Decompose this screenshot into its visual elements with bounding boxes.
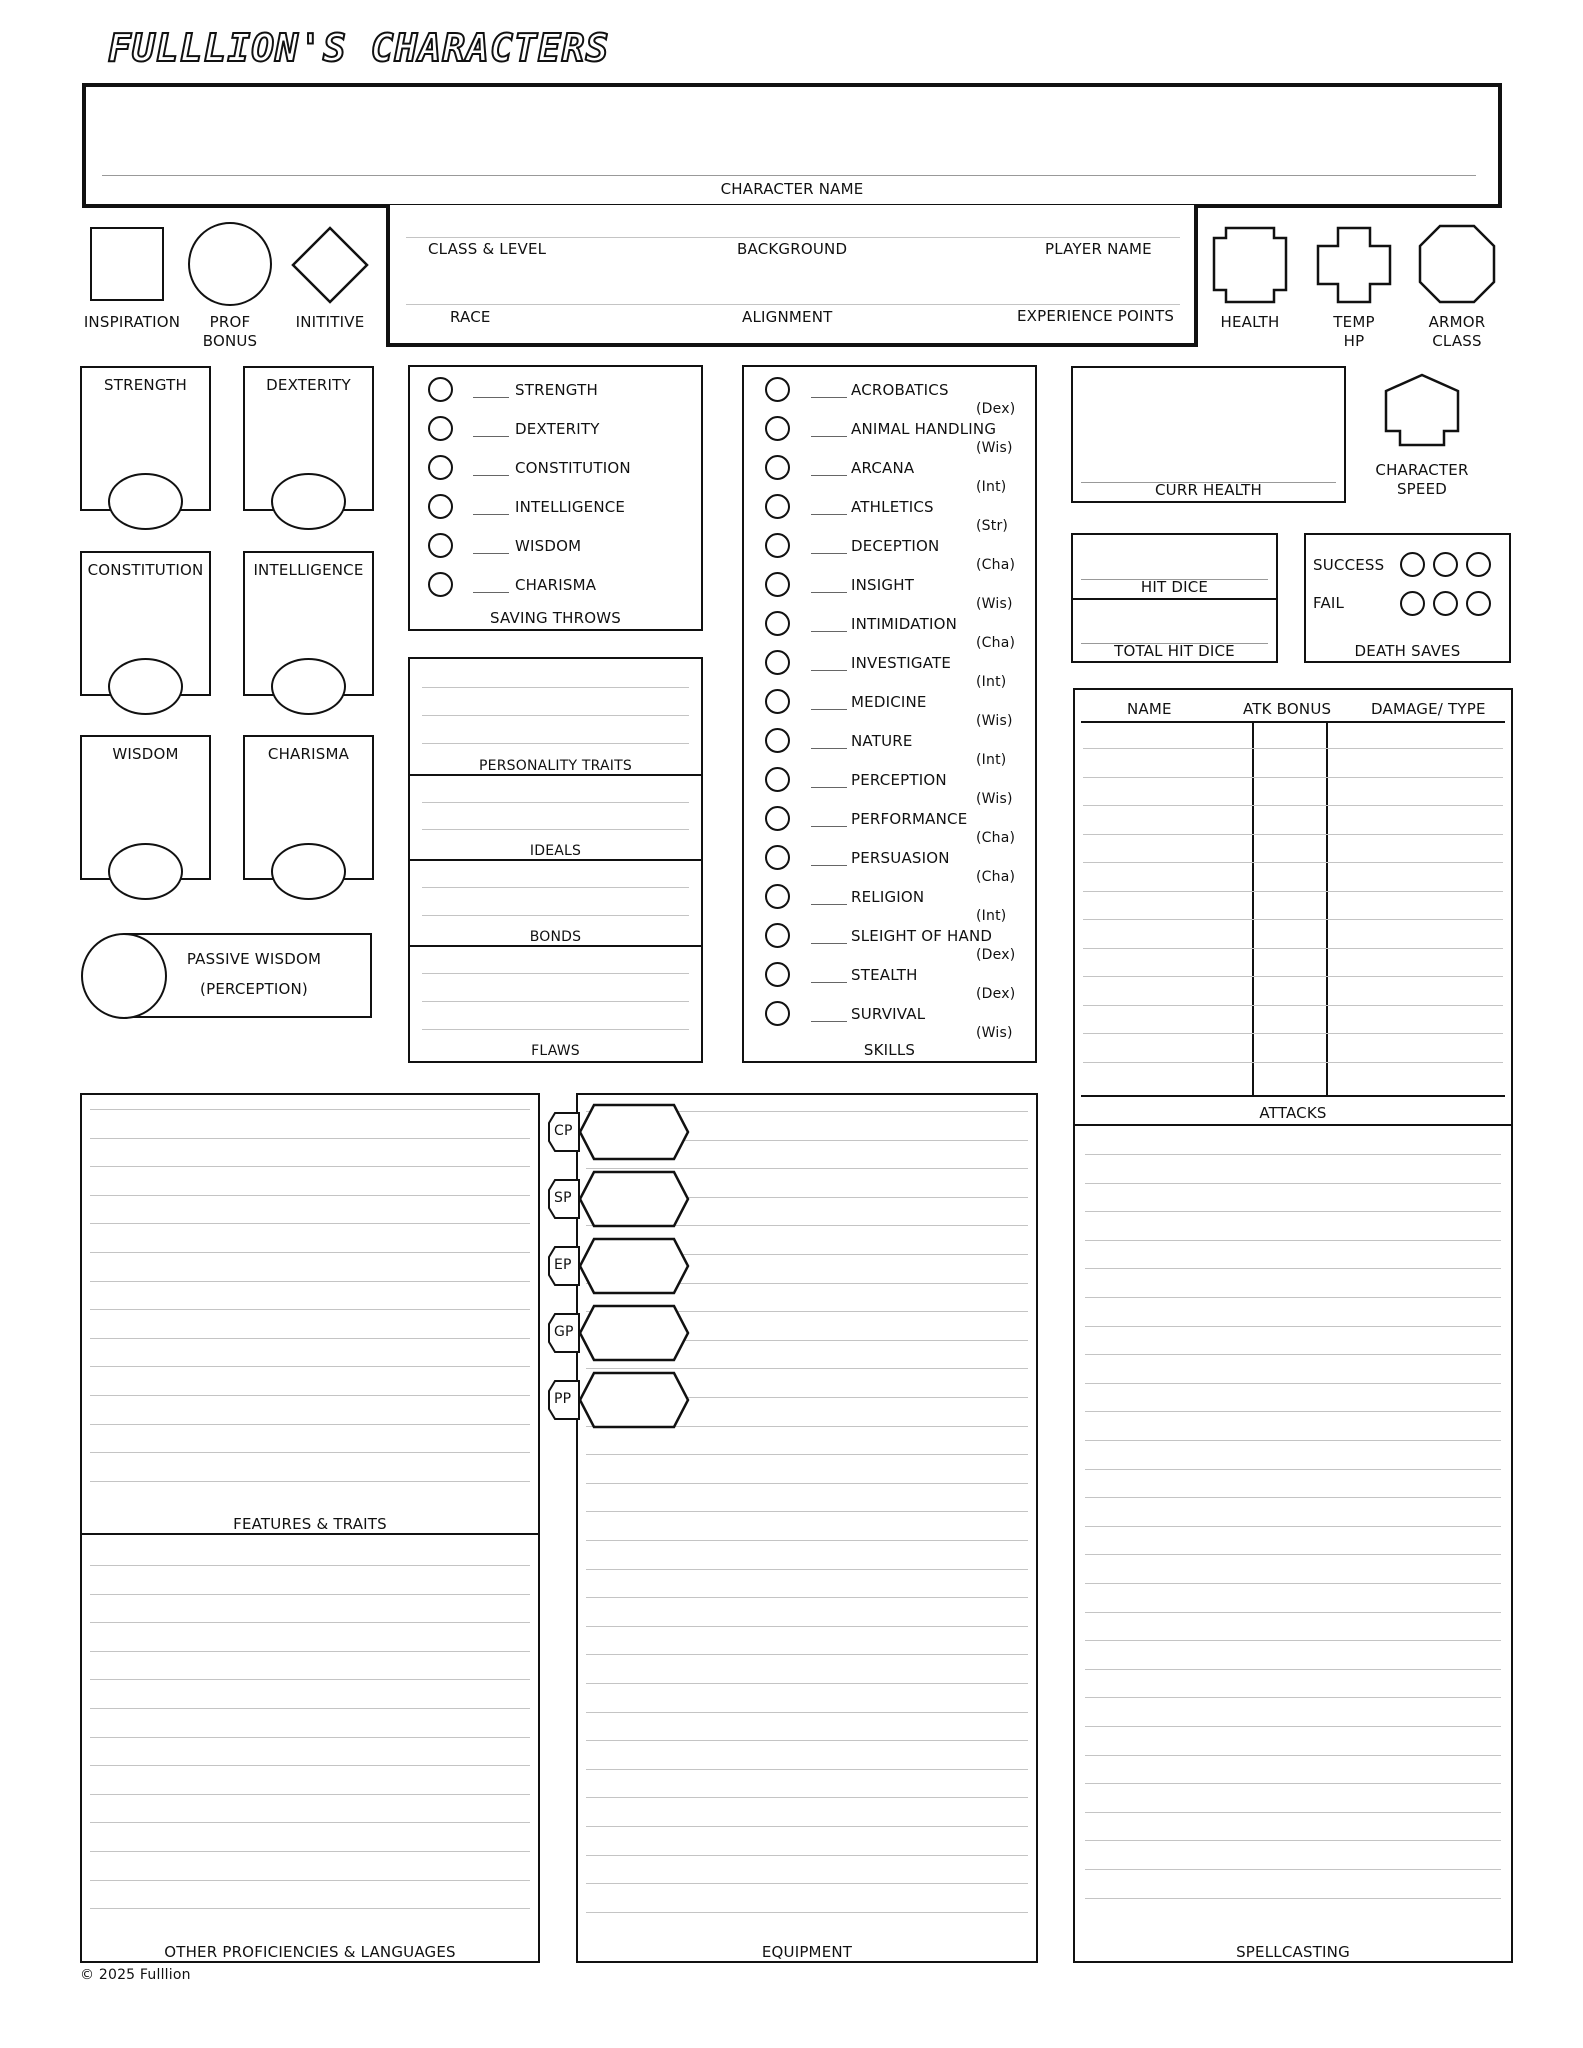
skill-ability-label: (Wis)	[976, 440, 1013, 456]
background-field[interactable]: BACKGROUND	[737, 240, 848, 258]
inspiration-box[interactable]	[90, 227, 164, 301]
modifier-oval[interactable]	[271, 843, 346, 900]
ruled-line	[1085, 1497, 1501, 1498]
ability-box-charisma[interactable]: CHARISMA	[243, 735, 374, 880]
death-save-fail-check[interactable]	[1433, 591, 1458, 616]
skill-ability-label: (Int)	[976, 752, 1007, 768]
ruled-line	[586, 1740, 1028, 1741]
ruled-line	[1085, 1183, 1501, 1184]
skill-modifier-blank[interactable]	[811, 904, 847, 905]
ruled-line	[90, 1395, 530, 1396]
ruled-line	[1085, 1411, 1501, 1412]
skill-proficiency-check[interactable]	[765, 884, 790, 909]
ruled-line	[586, 1826, 1028, 1827]
skill-modifier-blank[interactable]	[811, 631, 847, 632]
ruled-line	[90, 1708, 530, 1709]
skill-proficiency-check[interactable]	[765, 416, 790, 441]
ruled-line	[1085, 1554, 1501, 1555]
skill-modifier-blank[interactable]	[811, 826, 847, 827]
saving-throw-label: CHARISMA	[515, 576, 597, 594]
ruled-line	[1085, 1583, 1501, 1584]
ruled-line	[1083, 919, 1503, 920]
skill-proficiency-check[interactable]	[765, 650, 790, 675]
skill-label: NATURE	[851, 732, 913, 750]
ruled-line	[90, 1565, 530, 1566]
skill-label: INVESTIGATE	[851, 654, 952, 672]
ruled-line	[1085, 1697, 1501, 1698]
flaws-label[interactable]: FLAWS	[531, 1043, 580, 1059]
skill-proficiency-check[interactable]	[765, 767, 790, 792]
ruled-line	[90, 1366, 530, 1367]
skill-label: STEALTH	[851, 966, 918, 984]
coin-label: EP	[554, 1257, 572, 1273]
coin-value-shape[interactable]	[576, 1170, 690, 1228]
saving-throw-label: CONSTITUTION	[515, 459, 631, 477]
hit-dice-label: HIT DICE	[1140, 578, 1209, 596]
ruled-line	[1085, 1268, 1501, 1269]
ruled-line	[586, 1855, 1028, 1856]
skill-label: PERCEPTION	[851, 771, 947, 789]
saving-throw-proficiency-check[interactable]	[428, 455, 453, 480]
skill-modifier-blank[interactable]	[811, 397, 847, 398]
ruled-line	[90, 1765, 530, 1766]
ruled-line	[1085, 1154, 1501, 1155]
ruled-line	[90, 1309, 530, 1310]
copyright: © 2025 Fulllion	[80, 1967, 191, 1983]
ruled-line	[1085, 1840, 1501, 1841]
coin-value-shape[interactable]	[576, 1237, 690, 1295]
skill-ability-label: (Dex)	[976, 401, 1016, 417]
experience-points-field[interactable]: EXPERIENCE POINTS	[1017, 307, 1175, 325]
ruled-line	[586, 1368, 1028, 1369]
character-name-box[interactable]	[82, 83, 1502, 208]
ruled-line	[1085, 1240, 1501, 1241]
skill-proficiency-check[interactable]	[765, 962, 790, 987]
skill-modifier-blank[interactable]	[811, 592, 847, 593]
saving-throw-label: WISDOM	[515, 537, 582, 555]
ruled-line	[586, 1883, 1028, 1884]
ability-box-dexterity[interactable]: DEXTERITY	[243, 366, 374, 511]
ruled-line	[90, 1794, 530, 1795]
attacks-col-bonus: ATK BONUS	[1243, 700, 1332, 718]
ruled-line	[1083, 976, 1503, 977]
ruled-line	[90, 1223, 530, 1224]
ruled-line	[1083, 777, 1503, 778]
features-traits-title: FEATURES & TRAITS	[233, 1515, 387, 1533]
skill-ability-label: (Cha)	[976, 830, 1016, 846]
skill-proficiency-check[interactable]	[765, 572, 790, 597]
passive-wisdom-label: PASSIVE WISDOM	[186, 950, 322, 968]
initiative-label: INITITIVE	[295, 313, 365, 331]
ability-box-wisdom[interactable]: WISDOM	[80, 735, 211, 880]
curr-health-box[interactable]	[1071, 366, 1346, 503]
skill-ability-label: (Int)	[976, 479, 1007, 495]
ruled-line	[1083, 1033, 1503, 1034]
saving-throw-proficiency-check[interactable]	[428, 494, 453, 519]
ruled-line	[1085, 1211, 1501, 1212]
ruled-line	[586, 1797, 1028, 1798]
death-save-success-check[interactable]	[1466, 552, 1491, 577]
ruled-line	[586, 1540, 1028, 1541]
skill-proficiency-check[interactable]	[765, 377, 790, 402]
skill-ability-label: (Cha)	[976, 635, 1016, 651]
ruled-line	[90, 1880, 530, 1881]
fail-label: FAIL	[1313, 594, 1345, 612]
ruled-line	[1085, 1526, 1501, 1527]
ruled-line	[586, 1626, 1028, 1627]
health-shape[interactable]	[1212, 226, 1288, 304]
saving-throw-modifier-blank[interactable]	[473, 592, 509, 593]
initiative-diamond[interactable]	[290, 225, 370, 305]
skill-label: ARCANA	[851, 459, 915, 477]
character-speed-label: CHARACTER SPEED	[1375, 461, 1469, 498]
ruled-line	[586, 1683, 1028, 1684]
features-traits-panel[interactable]	[80, 1093, 540, 1535]
ruled-line	[1083, 1005, 1503, 1006]
total-hit-dice-label: TOTAL HIT DICE	[1114, 642, 1235, 660]
skill-modifier-blank[interactable]	[811, 436, 847, 437]
ruled-line	[1085, 1869, 1501, 1870]
coin-value-shape[interactable]	[576, 1304, 690, 1362]
skill-label: PERFORMANCE	[851, 810, 968, 828]
ruled-line	[90, 1622, 530, 1623]
skill-ability-label: (Cha)	[976, 869, 1016, 885]
inspiration-label: INSPIRATION	[83, 313, 181, 331]
character-speed-shape[interactable]	[1384, 373, 1460, 447]
bonds-label[interactable]: BONDS	[529, 929, 582, 945]
race-field[interactable]: RACE	[450, 308, 491, 326]
coin-value-shape[interactable]	[576, 1103, 690, 1161]
ruled-line	[1085, 1326, 1501, 1327]
saving-throw-proficiency-check[interactable]	[428, 416, 453, 441]
saving-throw-label: INTELLIGENCE	[515, 498, 626, 516]
skill-label: SURVIVAL	[851, 1005, 926, 1023]
health-label: HEALTH	[1220, 313, 1280, 331]
death-save-fail-check[interactable]	[1400, 591, 1425, 616]
ruled-line	[586, 1511, 1028, 1512]
ruled-line	[1085, 1354, 1501, 1355]
saving-throw-modifier-blank[interactable]	[473, 553, 509, 554]
skill-ability-label: (Int)	[976, 674, 1007, 690]
coin-label: GP	[554, 1324, 574, 1340]
curr-health-label: CURR HEALTH	[1154, 481, 1263, 499]
attacks-title: ATTACKS	[1259, 1104, 1327, 1122]
skill-modifier-blank[interactable]	[811, 475, 847, 476]
temp-hp-shape[interactable]	[1316, 226, 1392, 304]
ruled-line	[1085, 1383, 1501, 1384]
skill-label: RELIGION	[851, 888, 925, 906]
ability-box-strength[interactable]: STRENGTH	[80, 366, 211, 511]
skill-label: INTIMIDATION	[851, 615, 957, 633]
skills-title: SKILLS	[863, 1041, 916, 1059]
passive-perception-label: (PERCEPTION)	[200, 980, 308, 998]
coin-value-shape[interactable]	[576, 1371, 690, 1429]
skill-label: ANIMAL HANDLING	[851, 420, 997, 438]
skill-modifier-blank[interactable]	[811, 865, 847, 866]
temp-hp-label: TEMP HP	[1333, 313, 1375, 350]
proficiencies-panel[interactable]	[80, 1533, 540, 1963]
spellcasting-title: SPELLCASTING	[1236, 1943, 1350, 1961]
ruled-line	[1085, 1612, 1501, 1613]
ruled-line	[90, 1679, 530, 1680]
skill-label: INSIGHT	[851, 576, 915, 594]
ruled-line	[1085, 1726, 1501, 1727]
traits-panel	[408, 657, 703, 1063]
ruled-line	[90, 1424, 530, 1425]
prof-bonus-label: PROF BONUS	[202, 313, 258, 350]
death-save-success-check[interactable]	[1400, 552, 1425, 577]
skill-modifier-blank[interactable]	[811, 748, 847, 749]
ruled-line	[90, 1281, 530, 1282]
ruled-line	[1083, 748, 1503, 749]
skill-modifier-blank[interactable]	[811, 982, 847, 983]
skill-ability-label: (Wis)	[976, 1025, 1013, 1041]
ruled-line	[90, 1166, 530, 1167]
ruled-line	[586, 1483, 1028, 1484]
ruled-line	[1083, 805, 1503, 806]
modifier-oval[interactable]	[108, 473, 183, 530]
skill-proficiency-check[interactable]	[765, 689, 790, 714]
ruled-line	[586, 1912, 1028, 1913]
ruled-line	[1085, 1297, 1501, 1298]
personality-traits-label[interactable]: PERSONALITY TRAITS	[479, 758, 632, 774]
ruled-line	[90, 1822, 530, 1823]
coin-label: PP	[554, 1391, 572, 1407]
skill-modifier-blank[interactable]	[811, 514, 847, 515]
skill-label: PERSUASION	[851, 849, 950, 867]
skill-ability-label: (Str)	[976, 518, 1009, 534]
proficiencies-title: OTHER PROFICIENCIES & LANGUAGES	[164, 1943, 456, 1961]
skill-proficiency-check[interactable]	[765, 923, 790, 948]
ruled-line	[90, 1481, 530, 1482]
death-save-fail-check[interactable]	[1466, 591, 1491, 616]
ruled-line	[1083, 1062, 1503, 1063]
skill-modifier-blank[interactable]	[811, 709, 847, 710]
skill-ability-label: (Dex)	[976, 986, 1016, 1002]
prof-bonus-circle[interactable]	[188, 222, 272, 306]
ability-box-constitution[interactable]: CONSTITUTION	[80, 551, 211, 696]
skill-modifier-blank[interactable]	[811, 1021, 847, 1022]
ruled-line	[90, 1594, 530, 1595]
coin-label: CP	[554, 1123, 573, 1139]
saving-throw-modifier-blank[interactable]	[473, 514, 509, 515]
equipment-title: EQUIPMENT	[761, 1943, 853, 1961]
death-saves-title: DEATH SAVES	[1354, 642, 1461, 660]
alignment-field[interactable]: ALIGNMENT	[742, 308, 833, 326]
skill-modifier-blank[interactable]	[811, 943, 847, 944]
ruled-line	[90, 1651, 530, 1652]
ruled-line	[1085, 1640, 1501, 1641]
skill-ability-label: (Wis)	[976, 791, 1013, 807]
skill-proficiency-check[interactable]	[765, 728, 790, 753]
death-save-success-check[interactable]	[1433, 552, 1458, 577]
ruled-line	[1083, 834, 1503, 835]
modifier-oval[interactable]	[271, 658, 346, 715]
skill-ability-label: (Wis)	[976, 713, 1013, 729]
ability-box-intelligence[interactable]: INTELLIGENCE	[243, 551, 374, 696]
skill-label: ATHLETICS	[851, 498, 934, 516]
saving-throw-modifier-blank[interactable]	[473, 397, 509, 398]
class-level-field[interactable]: CLASS & LEVEL	[428, 240, 547, 258]
ruled-line	[90, 1737, 530, 1738]
armor-class-shape[interactable]	[1418, 224, 1496, 304]
skill-ability-label: (Dex)	[976, 947, 1016, 963]
saving-throw-proficiency-check[interactable]	[428, 533, 453, 558]
skill-label: SLEIGHT OF HAND	[851, 927, 993, 945]
skill-proficiency-check[interactable]	[765, 611, 790, 636]
ruled-line	[90, 1109, 530, 1110]
character-name-label: CHARACTER NAME	[720, 180, 864, 198]
skill-ability-label: (Cha)	[976, 557, 1016, 573]
skill-proficiency-check[interactable]	[765, 455, 790, 480]
modifier-oval[interactable]	[108, 658, 183, 715]
ruled-line	[1085, 1469, 1501, 1470]
ruled-line	[90, 1851, 530, 1852]
ruled-line	[1083, 948, 1503, 949]
skill-label: ACROBATICS	[851, 381, 949, 399]
success-label: SUCCESS	[1313, 556, 1385, 574]
skill-modifier-blank[interactable]	[811, 787, 847, 788]
coin-label: SP	[554, 1190, 572, 1206]
ruled-line	[1085, 1440, 1501, 1441]
ruled-line	[90, 1452, 530, 1453]
spellcasting-panel[interactable]	[1073, 1124, 1513, 1963]
saving-throw-modifier-blank[interactable]	[473, 475, 509, 476]
skill-label: MEDICINE	[851, 693, 927, 711]
ruled-line	[1085, 1669, 1501, 1670]
hit-dice-box[interactable]	[1071, 533, 1278, 663]
skill-ability-label: (Wis)	[976, 596, 1013, 612]
skill-proficiency-check[interactable]	[765, 533, 790, 558]
skill-proficiency-check[interactable]	[765, 494, 790, 519]
ruled-line	[1085, 1783, 1501, 1784]
saving-throw-label: STRENGTH	[515, 381, 598, 399]
attacks-col-name: NAME	[1127, 700, 1172, 718]
ruled-line	[90, 1338, 530, 1339]
ruled-line	[586, 1454, 1028, 1455]
attacks-panel	[1073, 688, 1513, 1126]
skill-label: DECEPTION	[851, 537, 940, 555]
armor-class-label: ARMOR CLASS	[1428, 313, 1486, 350]
modifier-oval[interactable]	[271, 473, 346, 530]
ruled-line	[90, 1252, 530, 1253]
saving-throw-label: DEXTERITY	[515, 420, 600, 438]
attacks-col-damage: DAMAGE/ TYPE	[1371, 700, 1486, 718]
saving-throw-proficiency-check[interactable]	[428, 572, 453, 597]
skill-modifier-blank[interactable]	[811, 553, 847, 554]
saving-throw-modifier-blank[interactable]	[473, 436, 509, 437]
saving-throws-title: SAVING THROWS	[489, 609, 622, 627]
saving-throw-proficiency-check[interactable]	[428, 377, 453, 402]
ruled-line	[1083, 862, 1503, 863]
modifier-oval[interactable]	[108, 843, 183, 900]
ruled-line	[586, 1769, 1028, 1770]
skill-proficiency-check[interactable]	[765, 845, 790, 870]
ruled-line	[586, 1654, 1028, 1655]
ruled-line	[586, 1569, 1028, 1570]
ruled-line	[90, 1908, 530, 1909]
skill-ability-label: (Int)	[976, 908, 1007, 924]
ruled-line	[1085, 1812, 1501, 1813]
ruled-line	[586, 1712, 1028, 1713]
skill-modifier-blank[interactable]	[811, 670, 847, 671]
skill-proficiency-check[interactable]	[765, 1001, 790, 1026]
ideals-label[interactable]: IDEALS	[529, 843, 582, 859]
sheet-title: FULLLION'S CHARACTERS	[108, 26, 610, 70]
ruled-line	[1083, 891, 1503, 892]
ruled-line	[586, 1597, 1028, 1598]
ruled-line	[90, 1195, 530, 1196]
ruled-line	[1085, 1755, 1501, 1756]
skill-proficiency-check[interactable]	[765, 806, 790, 831]
player-name-field[interactable]: PLAYER NAME	[1045, 240, 1152, 258]
ruled-line	[90, 1138, 530, 1139]
ruled-line	[1085, 1898, 1501, 1899]
passive-wisdom-circle[interactable]	[81, 933, 167, 1019]
